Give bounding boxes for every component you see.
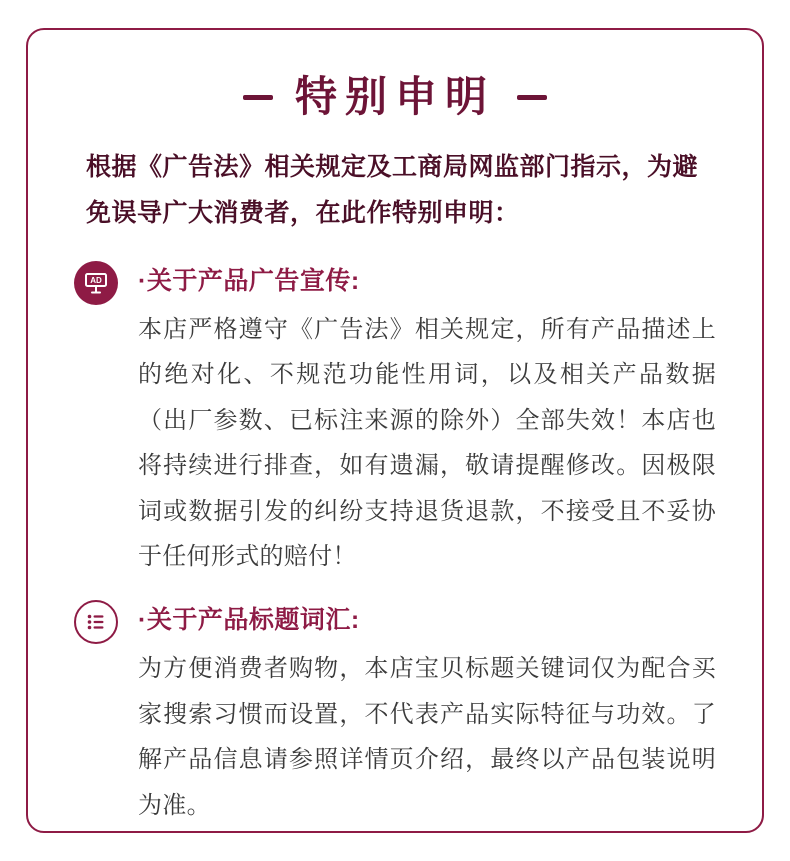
section-advertising-body: 本店严格遵守《广告法》相关规定，所有产品描述上的绝对化、不规范功能性用词，以及相关产品数据（出厂参数、已标注来源的除外）全部失效！本店也将持续进行排查，如有遗漏，敬请提醒修改。因极限词或数据引发的纠纷支持退货退款，不接受且不妥协于任何形式的赔付！ bbox=[138, 315, 716, 571]
section-title-keywords-body: 为方便消费者购物，本店宝贝标题关键词仅为配合买家搜索习惯而设置，不代表产品实际特征与功效。了解产品信息请参照详情页介绍，最终以产品包装说明为准。 bbox=[138, 655, 716, 819]
notice-title-row bbox=[74, 73, 716, 120]
notice-card bbox=[26, 28, 764, 833]
section-advertising-heading: ·关于产品广告宣传: bbox=[138, 266, 360, 295]
title-dash-left bbox=[243, 95, 273, 100]
notice-intro: 根据《广告法》相关规定及工商局网监部门指示，为避免误导广大消费者，在此作特别申明： bbox=[86, 153, 699, 228]
section-title-keywords bbox=[74, 598, 716, 828]
page-title: 特别申明 bbox=[294, 73, 495, 120]
section-title-keywords-heading: ·关于产品标题词汇: bbox=[138, 606, 360, 635]
title-dash-right bbox=[517, 95, 547, 100]
svg-text:AD: AD bbox=[90, 275, 102, 285]
ad-billboard-icon bbox=[74, 261, 118, 305]
section-advertising bbox=[74, 259, 716, 581]
list-icon bbox=[74, 600, 118, 644]
